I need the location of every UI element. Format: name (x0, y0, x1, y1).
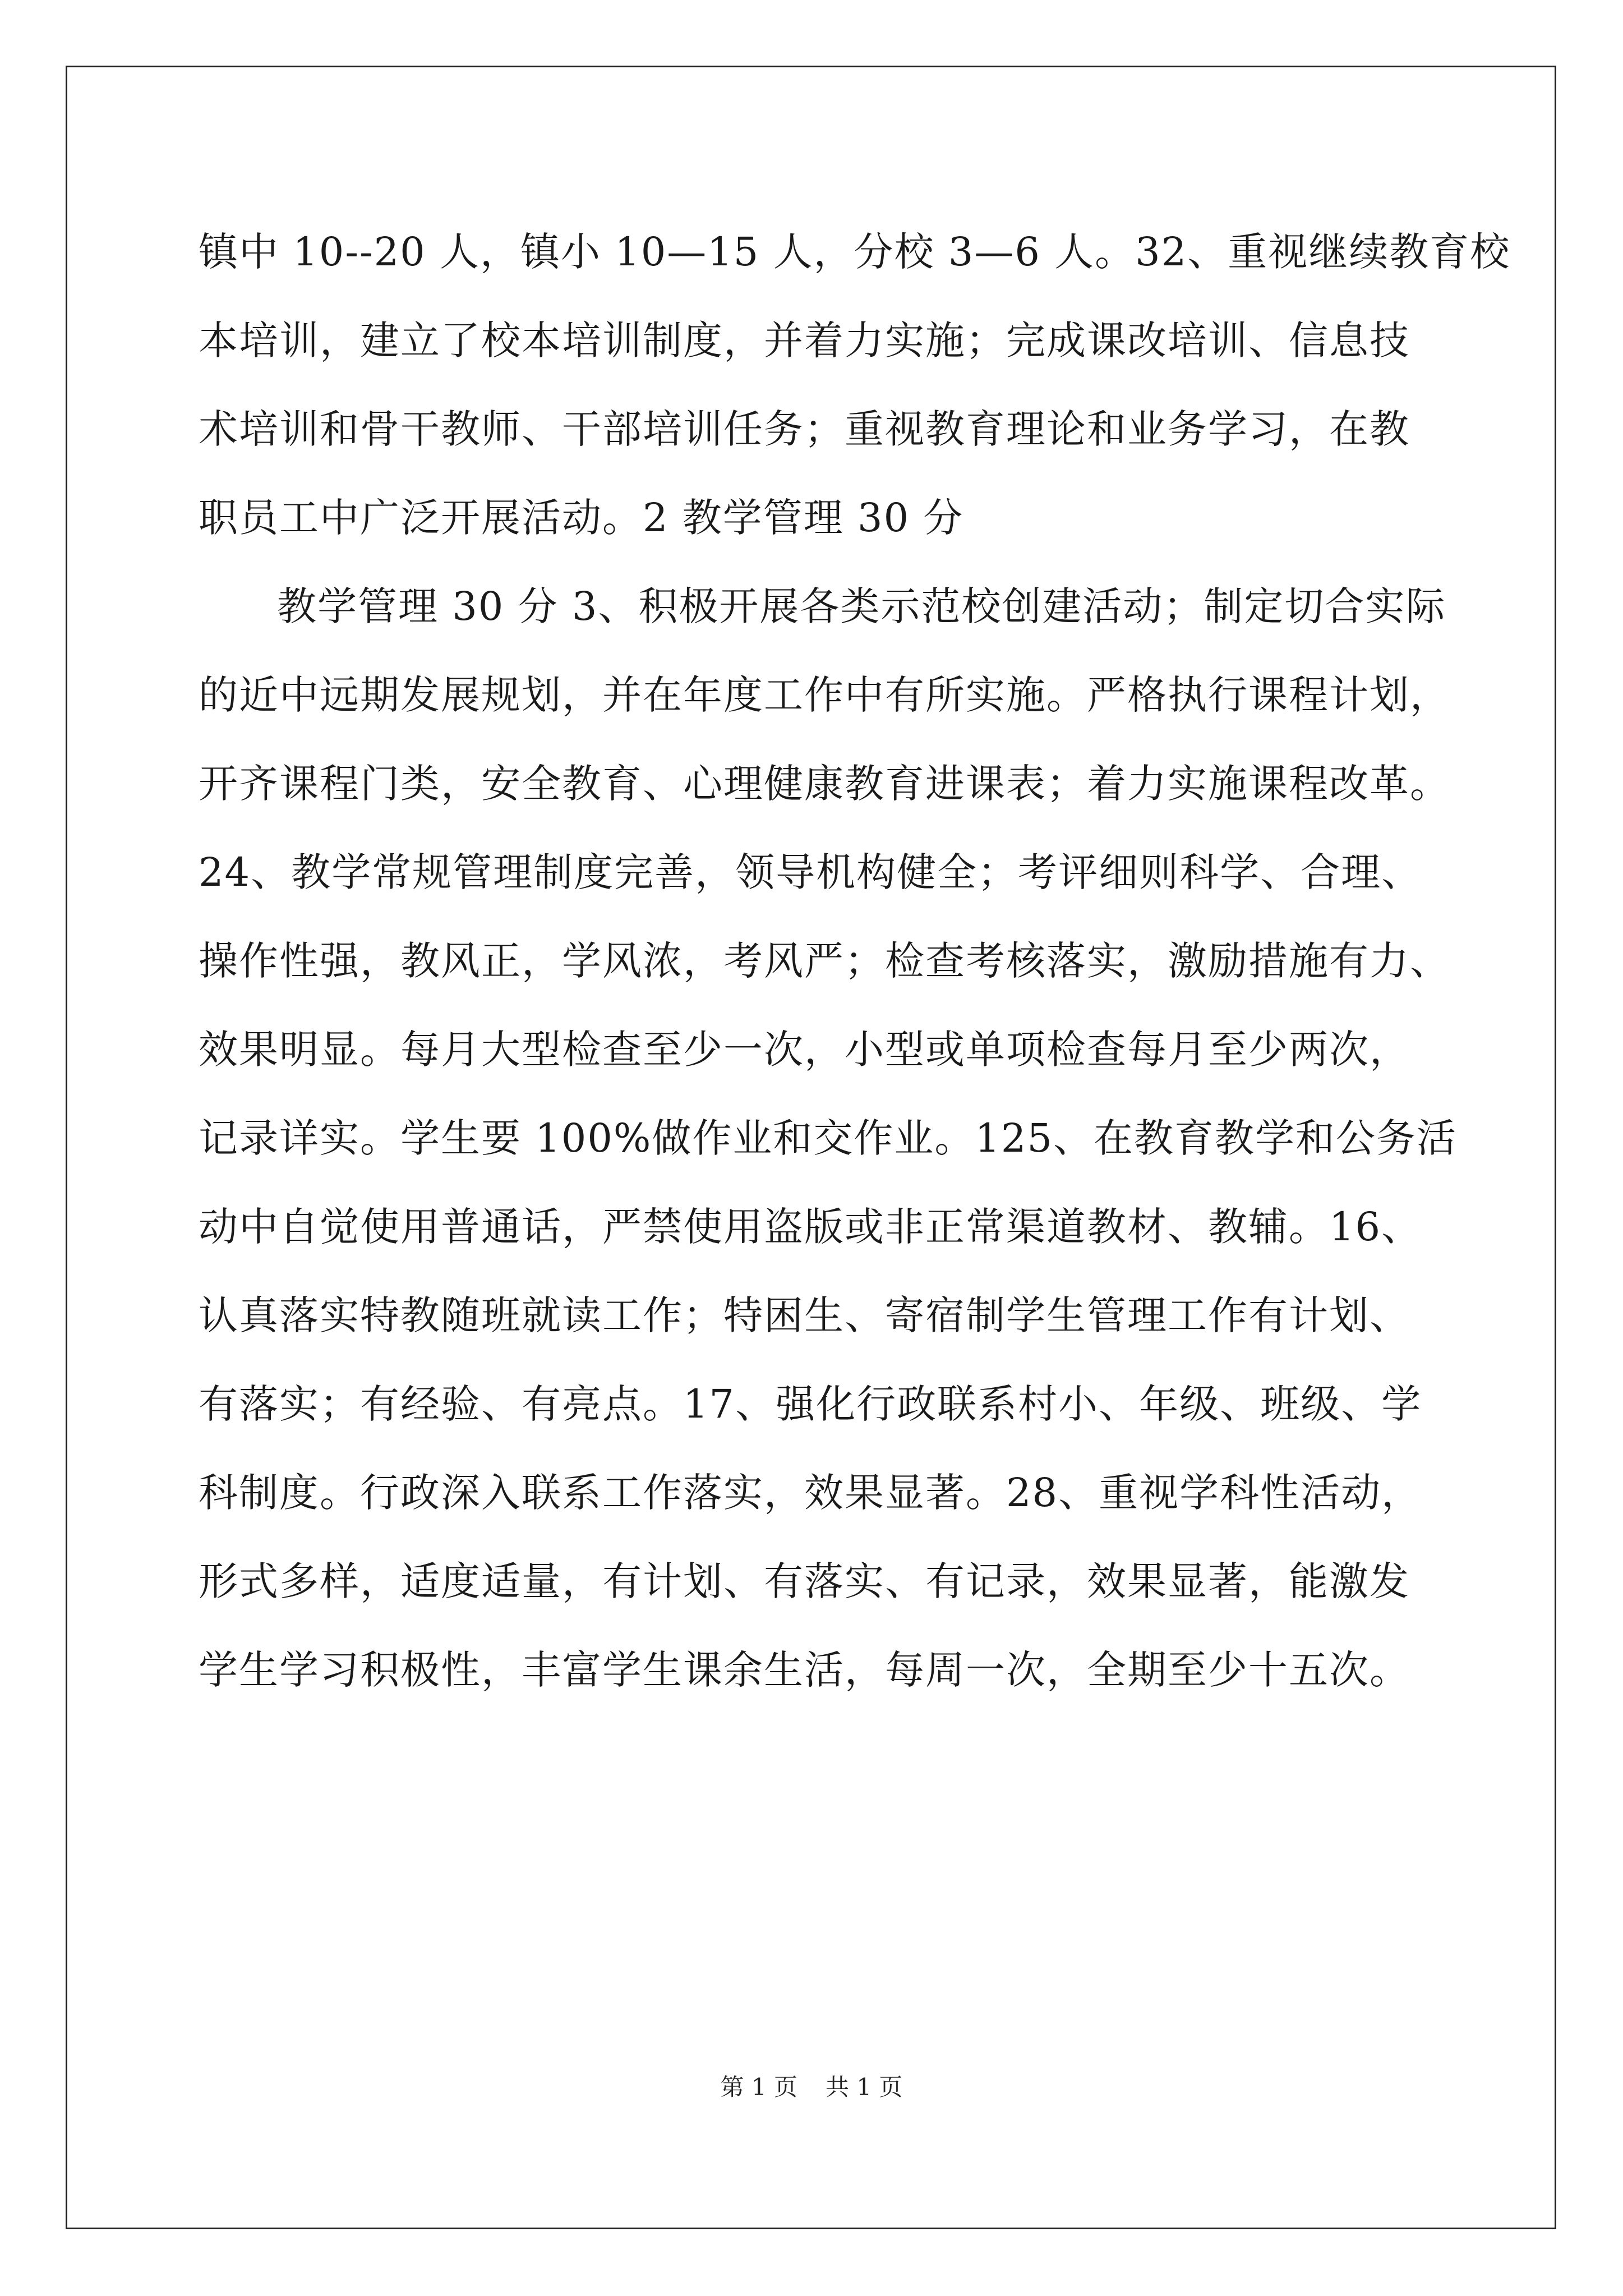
text-line: 开齐课程门类，安全教育、心理健康教育进课表；着力实施课程改革。 (199, 761, 1450, 807)
page-footer (0, 2069, 1623, 2102)
paragraph-first-line: 教学管理 30 分 3、积极开展各类示范校创建活动；制定切合实际 (277, 583, 1446, 629)
page-total: 共 1 页 (826, 2073, 903, 2101)
text-line: 本培训，建立了校本培训制度，并着力实施；完成课改培训、信息技 (199, 318, 1410, 364)
text-line: 学生学习积极性，丰富学生课余生活，每周一次，全期至少十五次。 (199, 1647, 1410, 1693)
text-line: 科制度。行政深入联系工作落实，效果显著。28、重视学科性活动， (199, 1470, 1422, 1516)
text-line: 职员工中广泛开展活动。2 教学管理 30 分 (199, 495, 964, 541)
text-line: 的近中远期发展规划，并在年度工作中有所实施。严格执行课程计划， (199, 672, 1450, 718)
text-line: 效果明显。每月大型检查至少一次，小型或单项检查每月至少两次， (199, 1027, 1410, 1073)
text-line: 24、教学常规管理制度完善，领导机构健全；考评细则科学、合理、 (199, 849, 1422, 895)
text-line: 镇中 10--20 人，镇小 10—15 人，分校 3—6 人。32、重视继续教育校 (199, 229, 1511, 275)
page-number: 第 1 页 (720, 2073, 797, 2101)
text-line: 形式多样，适度适量，有计划、有落实、有记录，效果显著，能激发 (199, 1558, 1410, 1604)
text-line: 动中自觉使用普通话，严禁使用盗版或非正常渠道教材、教辅。16、 (199, 1204, 1422, 1250)
text-line: 有落实；有经验、有亮点。17、强化行政联系村小、年级、班级、学 (199, 1381, 1422, 1427)
document-body (199, 208, 1511, 1714)
text-line: 认真落实特教随班就读工作；特困生、寄宿制学生管理工作有计划、 (199, 1292, 1410, 1338)
text-line: 术培训和骨干教师、干部培训任务；重视教育理论和业务学习，在教 (199, 406, 1410, 452)
text-line: 操作性强，教风正，学风浓，考风严；检查考核落实，激励措施有力、 (199, 938, 1450, 984)
text-line: 记录详实。学生要 100%做作业和交作业。125、在教育教学和公务活 (199, 1115, 1457, 1161)
